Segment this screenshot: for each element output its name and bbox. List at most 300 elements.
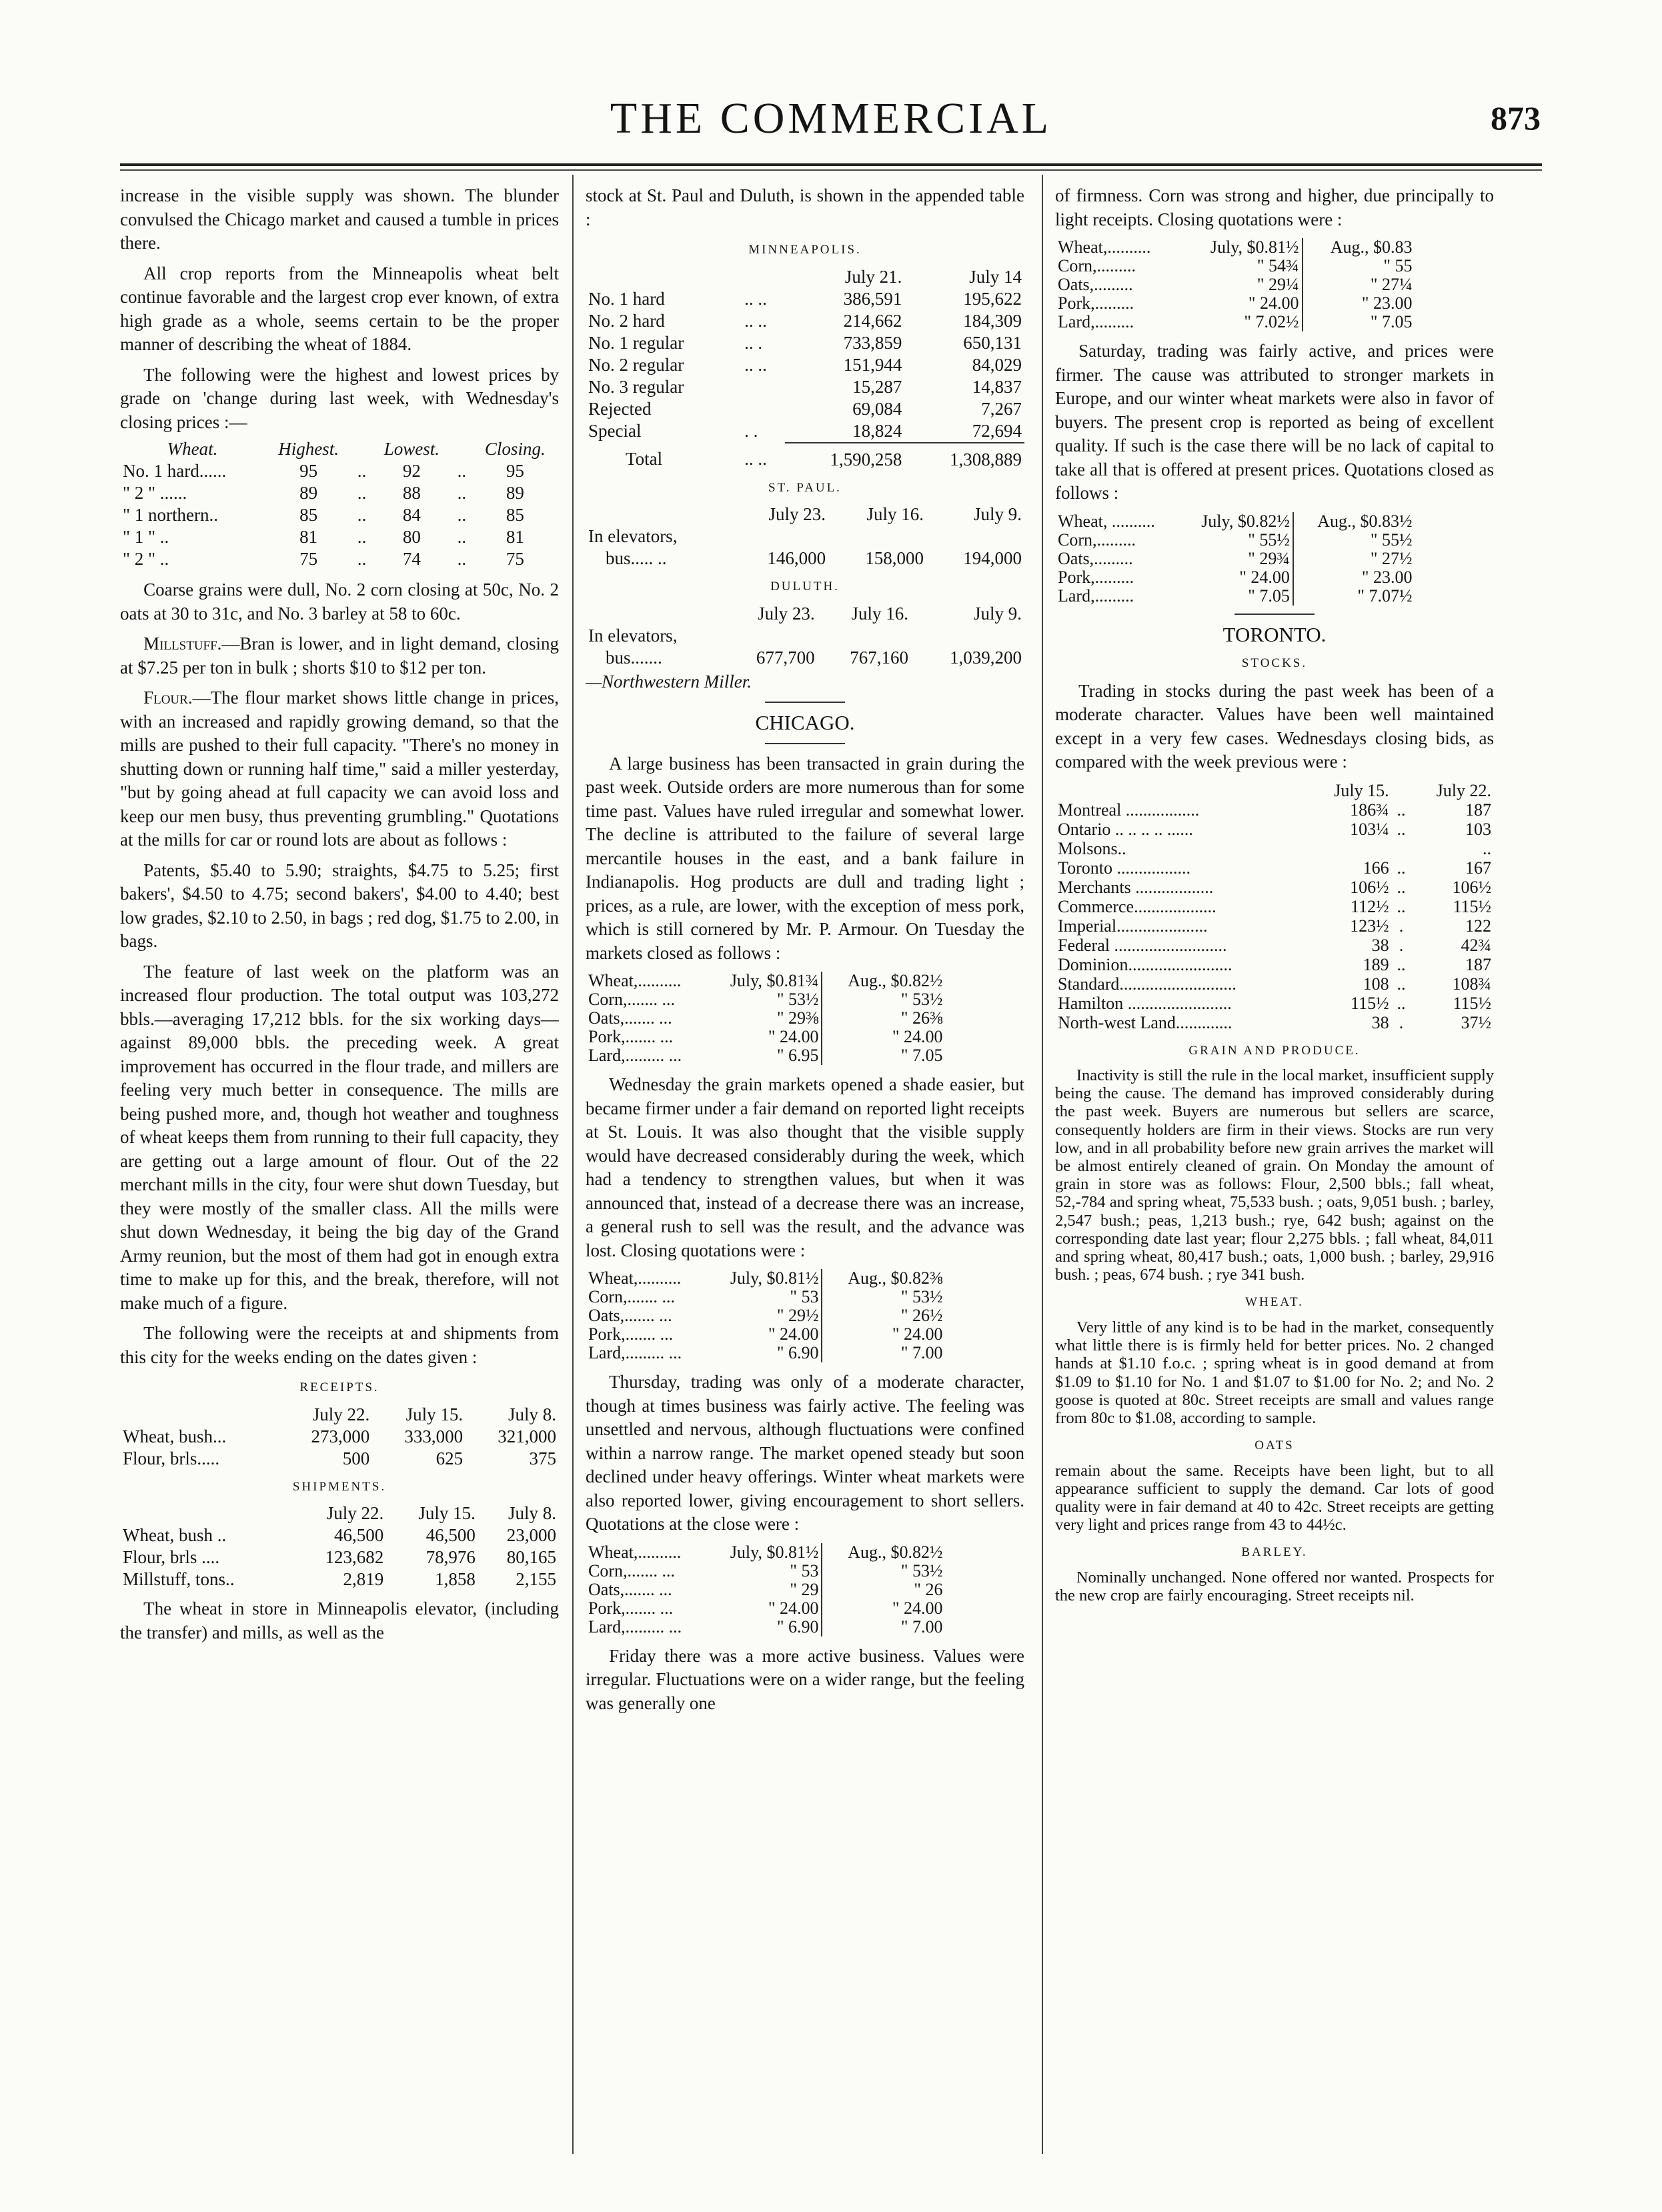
cell: 187 xyxy=(1465,954,1491,974)
cell: 166 xyxy=(1363,858,1389,878)
quotation-table xyxy=(586,1269,946,1362)
leader-dots: .. xyxy=(457,527,467,547)
duluth-stock-table xyxy=(586,603,1024,669)
cell: 15,287 xyxy=(852,376,902,397)
leader-dots: .. .. xyxy=(744,310,767,331)
commodity: Oats,....... ... xyxy=(588,1579,672,1599)
cell: " 55½ xyxy=(1370,529,1413,549)
column-header: July 22. xyxy=(326,1503,384,1523)
commodity: Corn,....... ... xyxy=(588,990,675,1009)
column-header: July 23. xyxy=(768,504,826,524)
cell: 75 xyxy=(299,549,318,569)
commodity: Lard,......... xyxy=(1058,312,1134,331)
paragraph: All crop reports from the Minneapolis wheat belt continue favorable and the largest crop ever known, of extra high grade as a whole, seems certain to be the proper manner of describing the wheat of 1884. xyxy=(120,263,559,354)
table-row xyxy=(1055,313,1415,331)
cell: 38 xyxy=(1371,935,1389,955)
table-row xyxy=(586,398,1024,420)
commodity: Lard,......... ... xyxy=(588,1046,682,1065)
commodity: Corn,......... xyxy=(1058,256,1136,275)
cell: 123,682 xyxy=(325,1547,384,1567)
cell: " 24.00 xyxy=(1179,568,1293,587)
column-header: Highest. xyxy=(278,439,339,459)
cell: 69,084 xyxy=(852,398,902,419)
cell: " 27½ xyxy=(1370,548,1413,568)
row-label: Flour, brls .... xyxy=(123,1547,220,1567)
leader-dots: .. xyxy=(1397,819,1406,839)
table-row xyxy=(1055,916,1494,936)
commodity: Oats,......... xyxy=(1058,548,1133,568)
cell: 273,000 xyxy=(311,1426,370,1446)
cell: 92 xyxy=(402,461,421,481)
leader-dots: .. xyxy=(357,549,367,569)
cell: 115½ xyxy=(1351,993,1389,1013)
cell: " 24.00 xyxy=(892,1324,943,1344)
cell: 186¾ xyxy=(1350,800,1389,820)
cell: 84 xyxy=(402,505,421,525)
cell: 103¼ xyxy=(1350,819,1389,839)
section-heading: TORONTO. xyxy=(1222,622,1327,646)
cell: 23,000 xyxy=(506,1525,556,1545)
cell: 187 xyxy=(1465,800,1491,820)
commodity: Corn,....... ... xyxy=(588,1287,675,1306)
table-row xyxy=(1055,955,1494,974)
leader-dots: .. .. xyxy=(744,449,767,469)
paragraph: Wednesday the grain markets opened a shade easier, but became firmer under a fair demand on reported light receipts at St. Louis. It was also thought that the visible supply would have decreased considerably during the week, which had a tendency to strengthen values, but when it was announced that, instead of a decrease there was an increase, a general rush to sell was the result, and the advance was lost. Closing quotations were : xyxy=(586,1074,1024,1260)
table-row xyxy=(586,310,1024,332)
paragraph: Saturday, trading was fairly active, and prices were firmer. The cause was attributed to stronger markets in Europe, and our winter wheat markets were also in favor of buyers. The present crop is reported as being of excellent quality. If such is the case there will be no lack of capital to take all that is offered at present prices. Quotations closed as follows : xyxy=(1055,341,1494,503)
table-row xyxy=(586,1562,946,1580)
cell: 189 xyxy=(1363,954,1389,974)
commodity: Lard,......... ... xyxy=(588,1343,682,1362)
cell: " 7.00 xyxy=(900,1343,943,1362)
paragraph: Friday there was a more active business. Values were irregular. Fluctuations were on a wider range, but the feeling was generally one xyxy=(586,1645,1024,1713)
table-row xyxy=(1055,1013,1494,1032)
cell: 85 xyxy=(299,505,318,525)
commodity: Corn,......... xyxy=(1058,529,1136,549)
cell: " 24.00 xyxy=(706,1325,822,1344)
paragraph: Nominally unchanged. None offered nor wanted. Prospects for the new crop are fairly encouraging. Street receipts nil. xyxy=(1055,1568,1494,1605)
cell: 375 xyxy=(529,1448,556,1468)
cell: " 29½ xyxy=(706,1306,822,1325)
leader-dots: .. .. xyxy=(744,288,767,309)
cell: " 29¾ xyxy=(1179,549,1293,568)
table-header-row xyxy=(120,438,559,460)
row-label: No. 3 regular xyxy=(588,376,684,397)
column-3 xyxy=(1055,184,1494,2185)
commodity: Lard,......... xyxy=(1058,586,1134,606)
commodity: Pork,......... xyxy=(1058,567,1134,587)
cell: 2,155 xyxy=(516,1569,556,1589)
paragraph xyxy=(120,632,559,680)
column-header: July 23. xyxy=(758,603,815,624)
cell: 650,131 xyxy=(963,332,1022,353)
cell: 146,000 xyxy=(767,548,826,568)
row-label: Special xyxy=(588,421,642,441)
table-row xyxy=(1055,858,1494,878)
commodity: Wheat,.......... xyxy=(588,971,682,990)
cell: " 7.00 xyxy=(900,1616,943,1636)
leader-dots: .. xyxy=(1397,993,1406,1013)
row-label: Rejected xyxy=(588,398,652,419)
table-row xyxy=(586,625,1024,647)
row-label: Total xyxy=(626,449,663,469)
table-row xyxy=(586,990,946,1009)
cell: 46,500 xyxy=(334,1525,384,1545)
cell: 95 xyxy=(506,461,524,481)
cell: " 7.02½ xyxy=(1181,313,1303,331)
receipts-table xyxy=(120,1404,559,1470)
cell: " 27¼ xyxy=(1370,275,1413,294)
cell: " 55½ xyxy=(1179,531,1293,549)
column-header: July 15. xyxy=(1334,780,1389,800)
newspaper-title: THE COMMERCIAL xyxy=(610,94,1052,143)
cell: 46,500 xyxy=(426,1525,476,1545)
table-row xyxy=(1055,294,1415,313)
table-row xyxy=(1055,878,1494,897)
table-header-row xyxy=(586,603,1024,625)
cell: Aug., $0.82⅜ xyxy=(848,1268,943,1288)
table-row xyxy=(586,1580,946,1599)
cell: " 24.00 xyxy=(1181,294,1303,313)
stock-name: Imperial..................... xyxy=(1058,916,1208,936)
cell: " 23.00 xyxy=(1361,293,1413,313)
table-row xyxy=(586,420,1024,443)
row-label: bus..... .. xyxy=(606,548,667,568)
grade-label: No. 1 hard...... xyxy=(123,461,227,481)
stock-name: Standard........................... xyxy=(1058,974,1236,994)
table-row xyxy=(1055,936,1494,955)
table-heading: ST. PAUL. xyxy=(768,480,842,495)
row-label: Wheat, bush... xyxy=(123,1426,227,1446)
minneapolis-stock-table xyxy=(586,266,1024,471)
leader-dots: . xyxy=(1399,916,1404,936)
cell: 386,591 xyxy=(843,288,902,309)
leader-dots: .. xyxy=(457,461,467,481)
total-row xyxy=(586,443,1024,471)
table-header-row xyxy=(120,1404,559,1426)
section-rule xyxy=(765,702,845,703)
cell: 184,309 xyxy=(963,310,1022,331)
cell: 14,837 xyxy=(972,376,1022,397)
leader-dots: .. xyxy=(1397,954,1406,974)
cell: " 23.00 xyxy=(1361,567,1413,587)
table-row xyxy=(120,482,559,504)
shipments-table xyxy=(120,1502,559,1590)
cell: 112½ xyxy=(1351,896,1389,916)
table-row xyxy=(1055,549,1415,568)
row-label: No. 1 regular xyxy=(588,332,684,353)
cell: " 7.07½ xyxy=(1357,586,1413,606)
stock-name: Federal .......................... xyxy=(1058,935,1227,955)
cell: 677,700 xyxy=(756,647,815,668)
cell: 2,819 xyxy=(343,1569,384,1589)
table-row xyxy=(586,1599,946,1618)
run-in-heading: Flour. xyxy=(143,688,193,708)
column-header: July 14 xyxy=(969,266,1022,287)
leader-dots: .. xyxy=(357,527,367,547)
cell: 18,824 xyxy=(785,420,905,443)
column-header: July 8. xyxy=(508,1503,556,1523)
table-row xyxy=(1055,587,1415,606)
column-header: July 21. xyxy=(844,266,902,287)
cell: 321,000 xyxy=(498,1426,556,1446)
cell: 214,662 xyxy=(843,310,902,331)
table-row xyxy=(1055,994,1494,1013)
commodity: Corn,....... ... xyxy=(588,1560,675,1580)
table-row xyxy=(120,1524,559,1546)
table-header-row xyxy=(120,1502,559,1524)
stock-name: Commerce................... xyxy=(1058,896,1216,916)
table-row xyxy=(1055,839,1494,858)
table-row xyxy=(1055,512,1415,531)
row-label: Millstuff, tons.. xyxy=(123,1569,235,1589)
table-header-row xyxy=(586,266,1024,288)
table-row xyxy=(1055,568,1415,587)
quotation-table xyxy=(586,972,946,1065)
table-row xyxy=(120,548,559,570)
cell: " 53½ xyxy=(706,990,822,1009)
leader-dots: .. xyxy=(357,461,367,481)
table-row xyxy=(586,1325,946,1344)
grade-label: " 2 " .. xyxy=(123,549,169,569)
table-header-row xyxy=(586,503,1024,525)
column-header: Lowest. xyxy=(383,439,440,459)
quotation-table xyxy=(1055,512,1415,606)
table-row xyxy=(586,1046,946,1065)
paragraph: Inactivity is still the rule in the local market, insufficient supply being the cause. The demand has improved considerably during the past week. Buyers are numerous but sellers are scarce, consequently holders are firm in their views. Stocks are run very low, and in all probability before new grain arrives the market will be almost entirely cleaned of grain. On Monday the amount of grain in store was as follows: Flour, 2,500 bbls.; fall wheat, 52,-784 and spring wheat, 75,533 bush. ; oats, 9,051 bush. ; barley, 2,547 bush.; peas, 1,213 bush.; rye, 642 bush; against on the corresponding date last year; flour 2,275 bbls. ; fall wheat, 84,011 and spring wheat, 80,417 bush.; oats, 1,000 bush. ; barley, 29,916 bush. ; peas, 674 bush. ; rye 341 bush. xyxy=(1055,1066,1494,1284)
cell: 72,694 xyxy=(904,420,1024,443)
leader-dots xyxy=(742,398,785,420)
leader-dots: .. xyxy=(357,505,367,525)
cell: 75 xyxy=(506,549,524,569)
cell: 167 xyxy=(1465,858,1491,878)
table-heading: DULUTH. xyxy=(770,580,840,594)
commodity: Pork,......... xyxy=(1058,293,1134,313)
row-label: Flour, brls..... xyxy=(123,1448,220,1468)
commodity: Oats,....... ... xyxy=(588,1008,672,1028)
row-label: Wheat, bush .. xyxy=(123,1525,227,1545)
cell: July, $0.81½ xyxy=(1181,238,1303,257)
table-header-row xyxy=(1055,781,1494,800)
quotation-table xyxy=(586,1543,946,1636)
grade-label: " 1 " .. xyxy=(123,527,169,547)
cell: 767,160 xyxy=(850,647,908,668)
quotation-table xyxy=(1055,238,1415,331)
column-header: Wheat. xyxy=(167,439,218,459)
table-row xyxy=(586,647,1024,669)
table-row xyxy=(1055,275,1415,294)
cell: July, $0.82½ xyxy=(1179,512,1293,531)
table-row xyxy=(120,1546,559,1568)
cell: " 53 xyxy=(706,1288,822,1306)
leader-dots: . xyxy=(1399,935,1404,955)
cell: Aug., $0.83 xyxy=(1330,237,1413,257)
cell: " 54¾ xyxy=(1181,257,1303,275)
cell: 1,308,889 xyxy=(950,449,1022,469)
commodity: Pork,....... ... xyxy=(588,1324,674,1344)
cell: 1,858 xyxy=(435,1569,476,1589)
page-number: 873 xyxy=(1491,99,1541,137)
cell: 1,039,200 xyxy=(950,647,1022,668)
cell: " 29 xyxy=(706,1580,822,1599)
paragraph: The wheat in store in Minneapolis elevator, (including the transfer) and mills, as well as the xyxy=(120,1598,559,1642)
table-row xyxy=(1055,531,1415,549)
cell: 95 xyxy=(299,461,318,481)
cell: Aug., $0.82½ xyxy=(848,971,943,990)
row-label: No. 1 hard xyxy=(588,288,665,309)
grade-label: " 1 northern.. xyxy=(123,505,218,525)
cell: 80 xyxy=(402,527,421,547)
table-row xyxy=(1055,974,1494,994)
leader-dots: . . xyxy=(744,421,758,441)
commodity: Wheat,.......... xyxy=(588,1542,682,1562)
cell: " 55 xyxy=(1383,256,1413,275)
table-row xyxy=(1055,820,1494,839)
row-label: In elevators, xyxy=(588,625,678,646)
commodity: Wheat,.......... xyxy=(1058,237,1151,257)
column-header: July 9. xyxy=(973,504,1022,524)
stock-name: Molsons.. xyxy=(1058,838,1126,858)
cell: " 26⅜ xyxy=(900,1008,943,1028)
table-row xyxy=(586,547,1024,570)
cell: 81 xyxy=(299,527,318,547)
stock-name: Hamilton ........................ xyxy=(1058,993,1232,1013)
table-row xyxy=(1055,897,1494,916)
paragraph: Very little of any kind is to be had in the market, consequently what little there is is firmly held for better prices. No. 2 changed hands at $1.10 f.o.c. ; spring wheat is in good demand at from $1.09 to $1.10 for No. 1 and $1.07 to $1.00 for No. 2; and No. 2 goose is quoted at 80c. Street receipts are small and values range from 80c to $1.08, according to sample. xyxy=(1055,1318,1494,1427)
stock-bids-table xyxy=(1055,781,1494,1032)
cell: 80,165 xyxy=(506,1547,556,1567)
cell: " 6.95 xyxy=(706,1046,822,1065)
subsection-heading: GRAIN AND PRODUCE. xyxy=(1188,1043,1361,1058)
paragraph: Trading in stocks during the past week has been of a moderate character. Values have been well maintained except in a very few cases. Wednesdays closing bids, as compared with the week previous were : xyxy=(1055,680,1494,772)
table-row xyxy=(586,354,1024,376)
commodity: Lard,......... ... xyxy=(588,1616,682,1636)
cell: " 29¼ xyxy=(1181,275,1303,294)
cell: 103 xyxy=(1465,819,1491,839)
leader-dots: .. xyxy=(1397,896,1406,916)
cell: 89 xyxy=(506,483,524,503)
table-row xyxy=(120,1448,559,1470)
cell: " 24.00 xyxy=(892,1027,943,1046)
cell xyxy=(1309,839,1391,858)
cell: .. xyxy=(1483,838,1491,858)
commodity: Wheat,.......... xyxy=(588,1268,682,1288)
cell: Aug., $0.83½ xyxy=(1317,511,1413,531)
paragraph: The following were the highest and lowest prices by grade on 'change during last week, with Wednesday's closing prices :— xyxy=(120,364,559,432)
cell: 84,029 xyxy=(972,354,1022,375)
cell: 151,944 xyxy=(843,354,902,375)
leader-dots: .. . xyxy=(744,332,763,353)
cell: 88 xyxy=(402,483,421,503)
leader-dots: .. xyxy=(457,483,467,503)
table-row xyxy=(586,972,946,990)
source-credit: —Northwestern Miller. xyxy=(586,671,752,692)
column-header: July 22. xyxy=(312,1404,370,1424)
table-row xyxy=(586,525,1024,547)
column-header: Closing. xyxy=(484,439,546,459)
leader-dots: .. xyxy=(357,483,367,503)
table-row xyxy=(586,1306,946,1325)
cell: 733,859 xyxy=(843,332,902,353)
paragraph: A large business has been transacted in grain during the past week. Outside orders are more numerous than for some time past. Values have ruled irregular and somewhat lower. The decline is attributed to the failure of several large mercantile houses in the east, and a bank failure in Indianapolis. Hog products are dull and trading light ; prices, as a rule, are lower, with the exception of mess pork, which is still cornered by Mr. P. Armour. On Tuesday the markets closed as follows : xyxy=(586,753,1024,963)
commodity: Pork,....... ... xyxy=(588,1598,674,1618)
cell: 195,622 xyxy=(963,288,1022,309)
cell: " 7.05 xyxy=(1179,587,1293,606)
stock-name: Montreal ................. xyxy=(1058,800,1200,820)
table-row xyxy=(586,1288,946,1306)
subsection-heading: OATS xyxy=(1255,1438,1295,1453)
cell: 38 xyxy=(1371,1012,1389,1032)
table-row xyxy=(586,1618,946,1636)
leader-dots: .. xyxy=(1397,974,1406,994)
commodity: Oats,....... ... xyxy=(588,1306,672,1325)
leader-dots: .. xyxy=(457,505,467,525)
column-header: July 8. xyxy=(508,1404,556,1424)
paragraph-text: —The flour market shows little change in prices, with an increased and rapidly growing demand, so that the mills are pushed to their full capacity. "There's no money in shutting down or running half time," said a miller yesterday, "but by going ahead at full capacity we can avoid loss and keep our men busy, thus preventing grumbling." Quotations at the mills for car or round lots are about as follows : xyxy=(120,688,559,850)
paragraph: stock at St. Paul and Duluth, is shown in the appended table : xyxy=(586,185,1024,229)
table-row xyxy=(586,1344,946,1362)
cell: " 53½ xyxy=(900,1560,943,1580)
grade-label: " 2 " ...... xyxy=(123,483,187,503)
row-label: In elevators, xyxy=(588,526,678,546)
table-row xyxy=(586,1009,946,1028)
cell: " 53 xyxy=(706,1562,822,1580)
cell: 42¾ xyxy=(1461,935,1491,955)
table-row xyxy=(120,1568,559,1590)
cell: 74 xyxy=(402,549,421,569)
stock-name: North-west Land............. xyxy=(1058,1012,1232,1032)
row-label: No. 2 regular xyxy=(588,354,684,375)
column-1 xyxy=(120,184,559,2185)
column-header: July 9. xyxy=(973,603,1022,624)
cell: 333,000 xyxy=(404,1426,464,1446)
paragraph: Coarse grains were dull, No. 2 corn closing at 50c, No. 2 oats at 30 to 31c, and No. 3 barley at 58 to 60c. xyxy=(120,580,559,624)
column-header: July 15. xyxy=(418,1503,476,1523)
column-header: July 16. xyxy=(866,504,924,524)
cell: 85 xyxy=(506,505,524,525)
leader-dots xyxy=(1392,839,1411,858)
table-row xyxy=(586,288,1024,310)
cell: 37½ xyxy=(1461,1012,1491,1032)
paragraph: Patents, $5.40 to 5.90; straights, $4.75 to 5.25; first bakers', $4.50 to 4.75; second bakers', $4.00 to 4.40; best low grades, $2.10 to 2.50, in bags ; red dog, $1.75 to 2.00, in bags. xyxy=(120,860,559,951)
leader-dots: . xyxy=(1399,1012,1404,1032)
cell: 78,976 xyxy=(426,1547,476,1567)
stock-name: Ontario .. .. .. .. ...... xyxy=(1058,819,1193,839)
cell: 122 xyxy=(1465,916,1491,936)
cell: " 7.05 xyxy=(1370,312,1413,331)
table-row xyxy=(120,504,559,526)
table-heading: MINNEAPOLIS. xyxy=(748,243,862,257)
paragraph-text: —Bran is lower, and in light demand, closing at $7.25 per ton in bulk ; shorts $10 to $12 per ton. xyxy=(120,634,559,678)
leader-dots: .. xyxy=(1397,800,1406,820)
table-row xyxy=(586,1028,946,1046)
cell: 106½ xyxy=(1452,877,1491,897)
column-divider xyxy=(1042,175,1043,2154)
cell: July, $0.81½ xyxy=(706,1269,822,1288)
commodity: Oats,......... xyxy=(1058,275,1133,294)
paragraph: remain about the same. Receipts have been light, but to all appearance sufficient to supply the demand. Car lots of good quality were in fair demand at 40 to 42c. Street receipts are getting very light and prices range from 43 to 44½c. xyxy=(1055,1461,1494,1534)
table-row xyxy=(586,1543,946,1562)
commodity: Wheat, .......... xyxy=(1058,511,1155,531)
row-label: No. 2 hard xyxy=(588,310,665,331)
table-heading: RECEIPTS. xyxy=(299,1380,379,1394)
cell: 106½ xyxy=(1350,877,1389,897)
masthead-rule xyxy=(120,163,1542,166)
table-row xyxy=(1055,238,1415,257)
cell: 108¾ xyxy=(1452,974,1491,994)
section-rule xyxy=(1234,614,1315,615)
subsection-heading: WHEAT. xyxy=(1245,1295,1304,1310)
